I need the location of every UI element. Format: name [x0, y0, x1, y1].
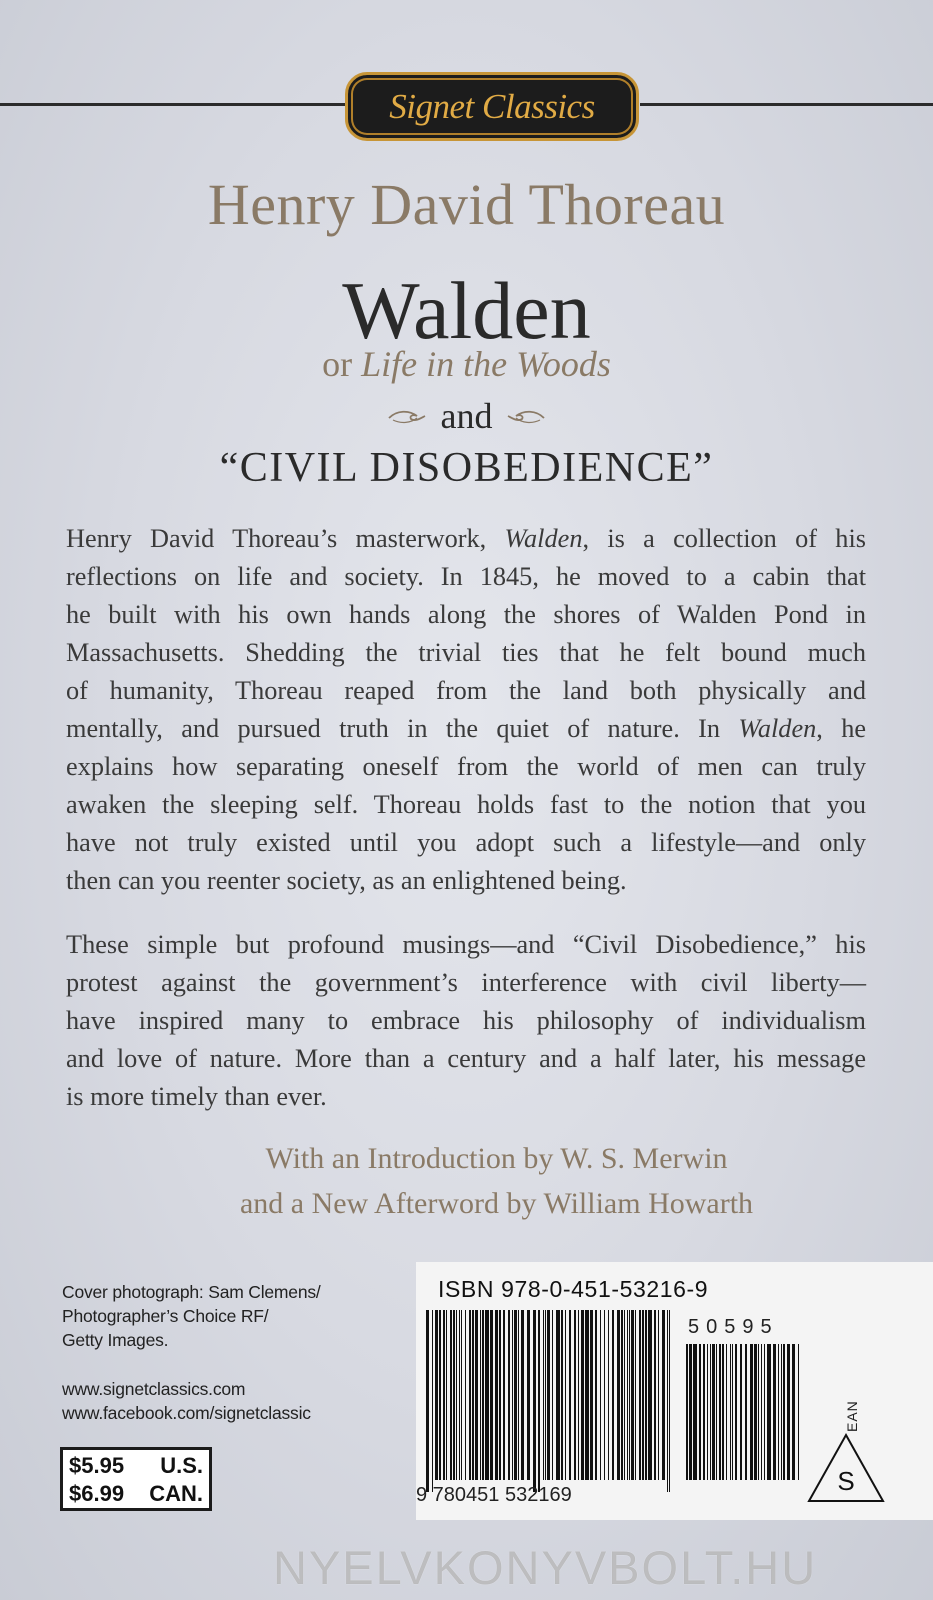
blurb-line: of humanity, Thoreau reaped from the land both physically and: [66, 676, 866, 705]
second-title: “CIVIL DISOBEDIENCE”: [219, 445, 714, 491]
ean-digits: 9 780451 532169: [416, 1484, 572, 1506]
blurb-line: he built with his own hands along the shores of Walden Pond in: [66, 600, 866, 629]
intro-line-1: With an Introduction by W. S. Merwin: [265, 1142, 728, 1175]
blurb-line: mentally, and pursued truth in the quiet of nature. In Walden, he: [66, 714, 867, 743]
header-rule-right: [640, 103, 933, 106]
publisher-logo-text: Signet Classics: [389, 86, 595, 126]
addon-barcode: [684, 1344, 804, 1492]
publisher-logo: [345, 72, 639, 141]
credit-line-2: Photographer’s Choice RF/: [62, 1306, 269, 1326]
price-us: $5.95 U.S.: [69, 1453, 203, 1478]
introduction-credit: [0, 1136, 933, 1226]
watermark: NYELVKONYVBOLT.HU: [273, 1541, 818, 1594]
symbol-letter: S: [837, 1466, 855, 1496]
header-rule-left: [0, 103, 346, 106]
facebook-url: www.facebook.com/signetclassic: [62, 1403, 311, 1423]
blurb-line: and love of nature. More than a century and a half later, his message: [66, 1044, 866, 1073]
subtitle-italic: Life in the Woods: [361, 344, 611, 384]
blurb-line: These simple but profound musings—and “Civil Disobedience,” his: [66, 930, 866, 959]
ornament-left-icon: [387, 406, 427, 426]
blurb-line: reflections on life and society. In 1845, he moved to a cabin that: [66, 562, 866, 591]
book-title: Walden: [342, 265, 591, 356]
blurb-line: have not truly existed until you adopt such a lifestyle—and only: [66, 828, 866, 857]
publisher-urls: [62, 1377, 311, 1425]
blurb-paragraph-1: [66, 520, 866, 900]
book-subtitle: [0, 346, 933, 382]
isbn-text: ISBN 978-0-451-53216-9: [438, 1276, 709, 1302]
blurb-line: have inspired many to embrace his philosophy of individualism: [66, 1006, 866, 1035]
blurb-line: protest against the government’s interference with civil liberty—: [66, 968, 866, 997]
addon-digits: 50595: [688, 1316, 779, 1338]
credit-line-3: Getty Images.: [62, 1330, 169, 1350]
blurb-line: awaken the sleeping self. Thoreau holds fast to the notion that you: [66, 790, 866, 819]
and-row: [0, 398, 933, 434]
blurb-line: is more timely than ever.: [66, 1082, 327, 1111]
author-name: Henry David Thoreau: [207, 172, 726, 237]
price-box: [60, 1447, 212, 1511]
intro-line-2: and a New Afterword by William Howarth: [239, 1187, 754, 1220]
credit-line-1: Cover photograph: Sam Clemens/: [62, 1282, 321, 1302]
subtitle-prefix: or: [322, 344, 353, 384]
ean-label: EAN: [844, 1400, 860, 1432]
blurb-line: Henry David Thoreau’s masterwork, Walden, is a collection of his: [66, 524, 866, 553]
cover-photo-credit: [62, 1280, 321, 1352]
blurb-paragraph-2: [66, 926, 866, 1116]
website-url: www.signetclassics.com: [62, 1379, 246, 1399]
and-text: and: [440, 396, 493, 436]
ornament-right-icon: [506, 406, 546, 426]
blurb-line: Massachusetts. Shedding the trivial ties that he felt bound much: [66, 638, 866, 667]
price-can: $6.99 CAN.: [69, 1481, 203, 1506]
blurb-line: then can you reenter society, as an enlightened being.: [66, 866, 627, 895]
blurb-line: explains how separating oneself from the world of men can truly: [66, 752, 866, 781]
book-symbol-icon: [806, 1432, 886, 1504]
barcode-panel: [416, 1262, 933, 1520]
ean-barcode: [424, 1310, 676, 1492]
